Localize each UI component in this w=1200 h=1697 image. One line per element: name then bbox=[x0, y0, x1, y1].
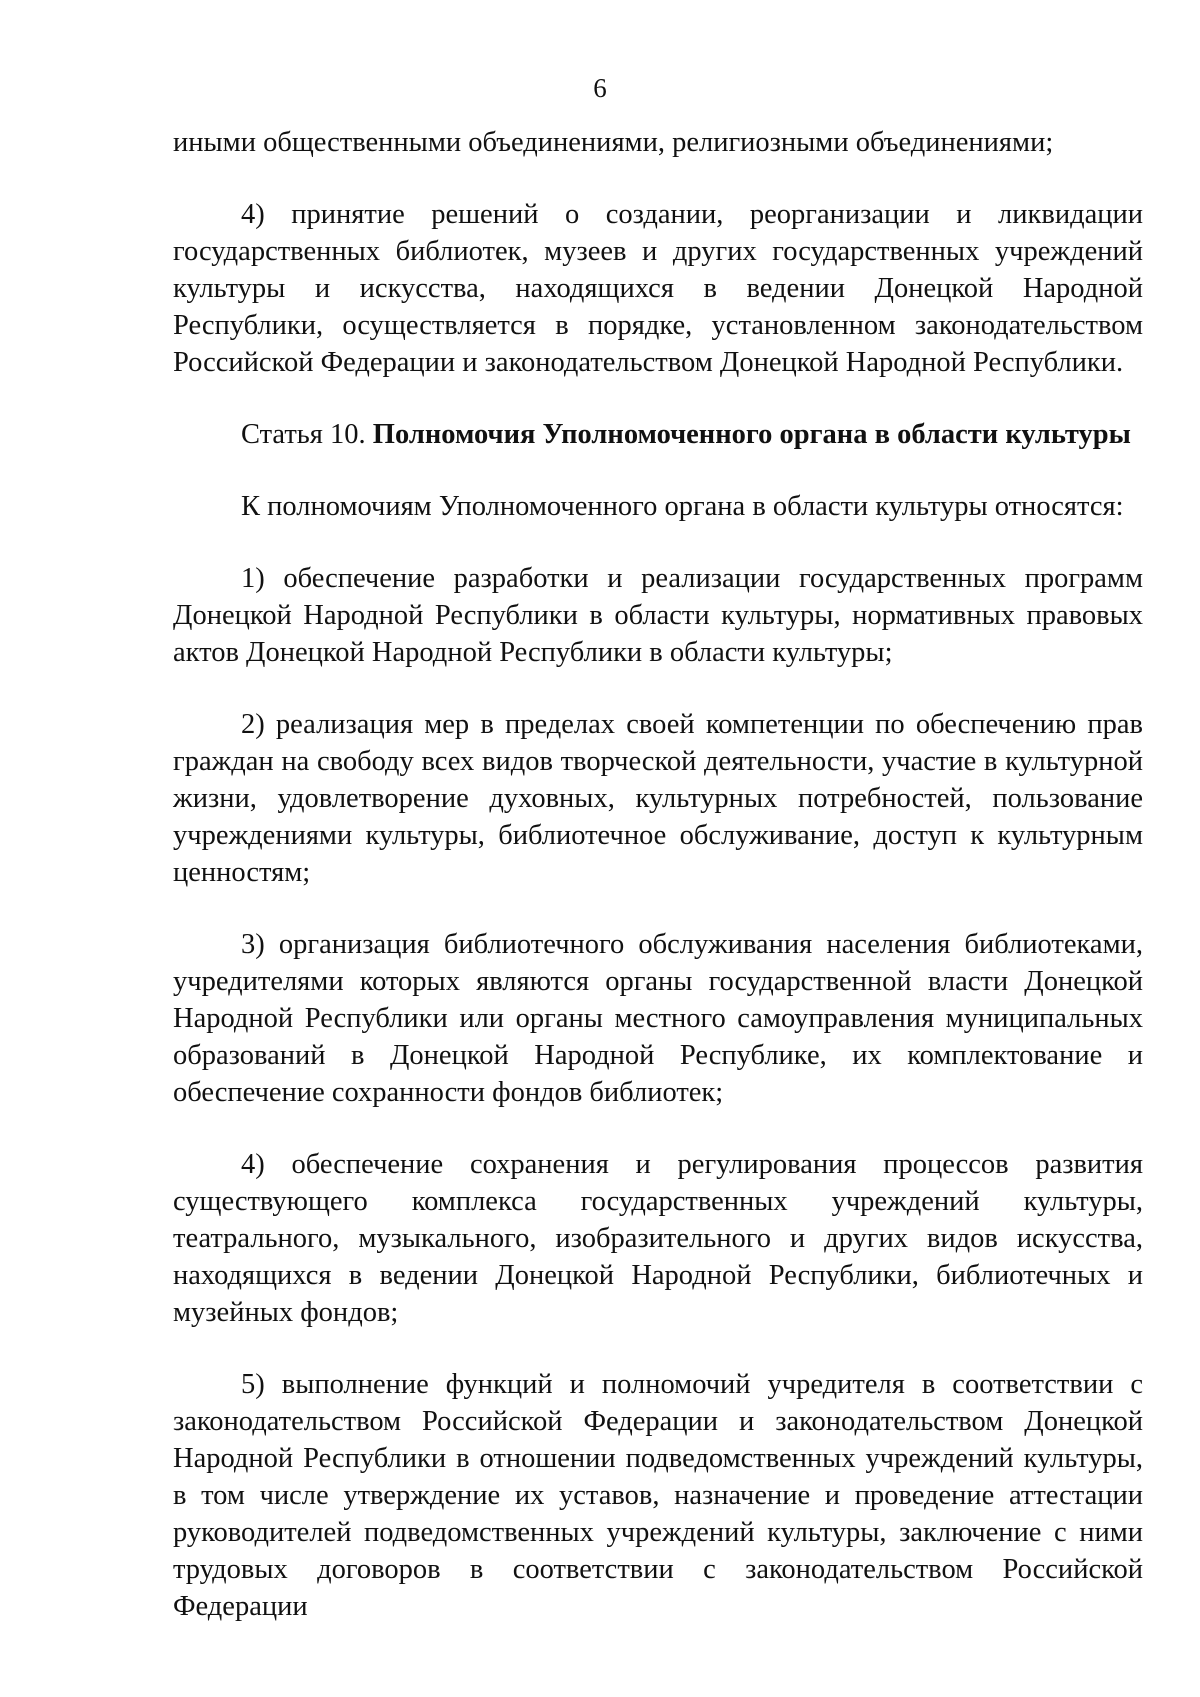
document-body bbox=[173, 124, 1143, 1625]
list-item-4: 4) обеспечение сохранения и регулирования процессов развития существующего комплекса государственных учреждений культуры, театрального, музыкального, изобразительного и других видов искусства, находящихся в ведении Донецкой Народной Республики, библиотечных и музейных фондов; bbox=[173, 1149, 1143, 1328]
paragraph-item-4-previous: 4) принятие решений о создании, реорганизации и ликвидации государственных библиотек, музеев и других государственных учреждений культуры и искусства, находящихся в ведении Донецкой Народной Республики, осуществляется в порядке, установленном законодательством Российской Федерации и законодательством Донецкой Народной Республики. bbox=[173, 199, 1143, 378]
article-title: Полномочия Уполномоченного органа в области культуры bbox=[372, 419, 1131, 450]
article-heading bbox=[173, 416, 1143, 453]
list-item-1: 1) обеспечение разработки и реализации государственных программ Донецкой Народной Республики в области культуры, нормативных правовых актов Донецкой Народной Республики в области культуры; bbox=[173, 563, 1143, 668]
article-label: Статья 10. bbox=[241, 419, 366, 450]
page-number: 6 bbox=[593, 73, 607, 103]
paragraph-continuation: иными общественными объединениями, религиозными объединениями; bbox=[173, 127, 1054, 158]
list-item-5: 5) выполнение функций и полномочий учредителя в соответствии с законодательством Российской Федерации и законодательством Донецкой Народной Республики в отношении подведомственных учреждений культуры, в том числе утверждение их уставов, назначение и проведение аттестации руководителей подведомственных учреждений культуры, заключение с ними трудовых договоров в соответствии с законодательством Российской Федерации bbox=[173, 1369, 1143, 1622]
list-item-2: 2) реализация мер в пределах своей компетенции по обеспечению прав граждан на свободу всех видов творческой деятельности, участие в культурной жизни, удовлетворение духовных, культурных потребностей, пользование учреждениями культуры, библиотечное обслуживание, доступ к культурным ценностям; bbox=[173, 709, 1143, 888]
article-intro: К полномочиям Уполномоченного органа в области культуры относятся: bbox=[241, 491, 1124, 522]
list-item-3: 3) организация библиотечного обслуживания населения библиотеками, учредителями которых являются органы государственной власти Донецкой Народной Республики или органы местного самоуправления муниципальных образований в Донецкой Народной Республике, их комплектование и обеспечение сохранности фондов библиотек; bbox=[173, 929, 1143, 1108]
